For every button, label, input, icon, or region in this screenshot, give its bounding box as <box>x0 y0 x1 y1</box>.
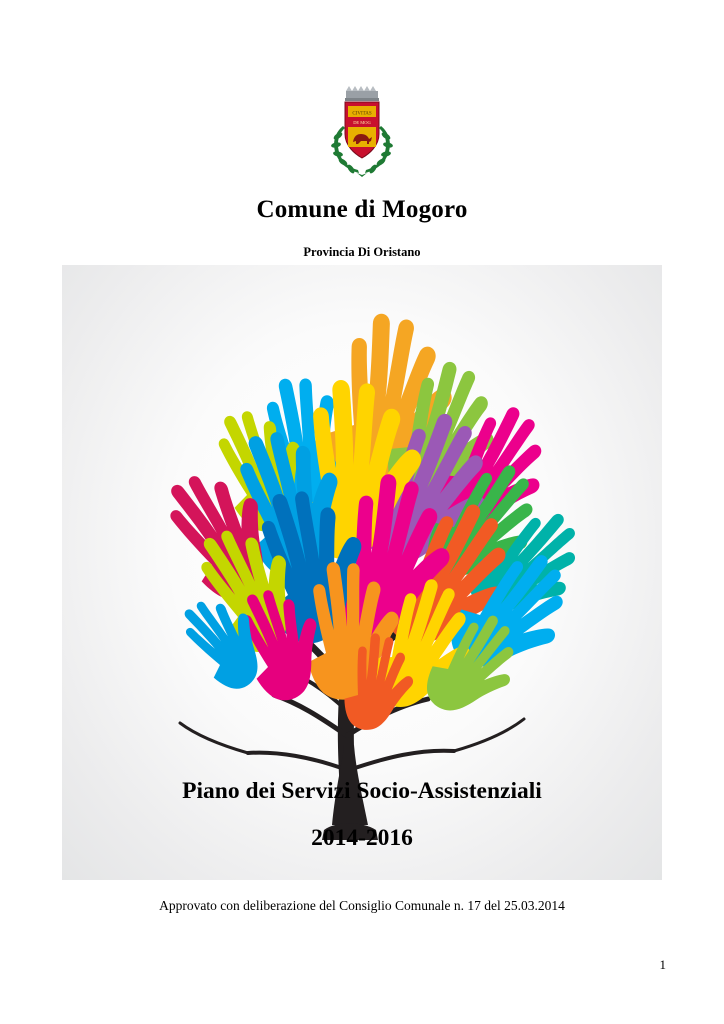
approval-note: Approvato con deliberazione del Consiglio Comunale n. 17 del 25.03.2014 <box>159 898 565 913</box>
coat-of-arms-icon <box>325 86 399 178</box>
comune-title: Comune di Mogoro <box>256 196 468 223</box>
cover-illustration <box>62 265 662 880</box>
svg-text:DE MOG: DE MOG <box>353 120 371 125</box>
plan-title-line1: Piano dei Servizi Socio-Assistenziali <box>182 778 542 804</box>
provincia-subtitle: Provincia Di Oristano <box>303 245 421 259</box>
crest-container <box>0 86 724 178</box>
page-number: 1 <box>659 957 666 972</box>
plan-title-years: 2014-2016 <box>311 825 413 851</box>
svg-text:CIVITAS: CIVITAS <box>352 111 372 117</box>
